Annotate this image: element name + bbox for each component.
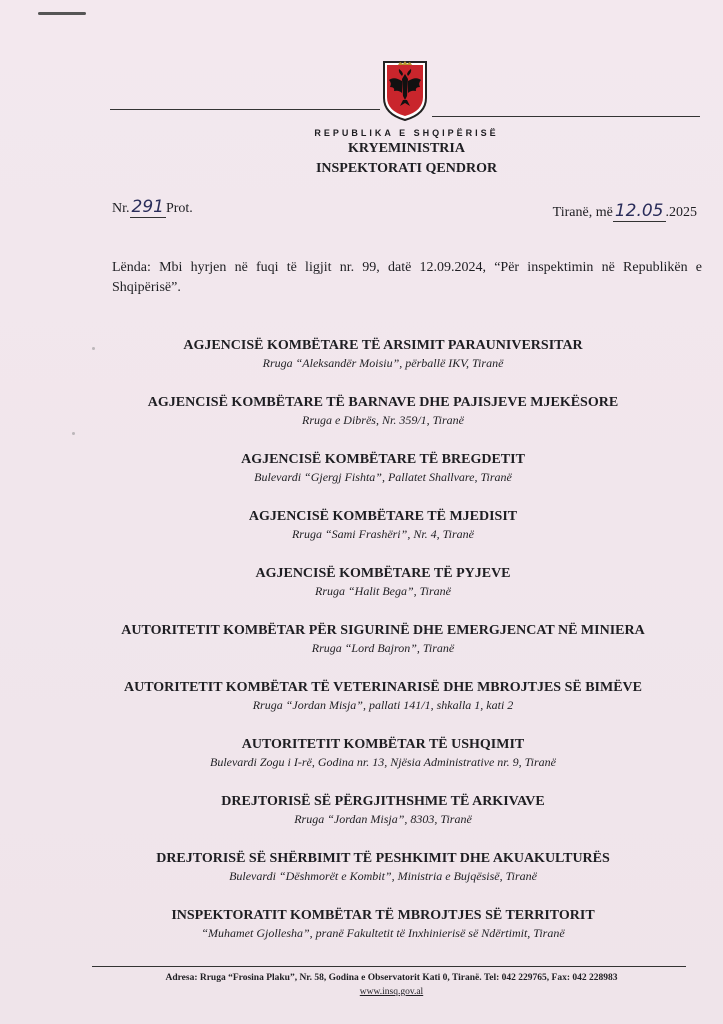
recipient-address: Bulevardi “Gjergj Fishta”, Pallatet Shallvare, Tiranë (254, 470, 512, 484)
date-suffix: .2025 (665, 205, 697, 220)
recipient-entry (60, 906, 706, 963)
letterhead-republic: REPUBLIKA E SHQIPËRISË (314, 128, 499, 138)
scan-mark (38, 12, 86, 15)
header-rule-right (432, 116, 700, 117)
recipient-address: “Muhamet Gjollesha”, pranë Fakultetit të Inxhinierisë së Ndërtimit, Tiranë (201, 926, 565, 940)
nr-handwritten-value: 291 (131, 197, 164, 217)
recipient-entry (60, 621, 706, 678)
recipient-address: Rruga “Aleksandër Moisiu”, përballë IKV, Tiranë (262, 356, 504, 370)
letterhead-ministry: KRYEMINISTRIA (348, 141, 465, 156)
recipient-name: AGJENCISË KOMBËTARE TË BREGDETIT (241, 452, 525, 467)
recipient-entry (60, 393, 706, 450)
recipient-name: AGJENCISË KOMBËTARE TË PYJEVE (255, 566, 511, 581)
recipient-entry (60, 564, 706, 621)
recipient-name: AUTORITETIT KOMBËTAR TË USHQIMIT (241, 737, 525, 752)
prot-label: Prot. (165, 201, 193, 216)
recipient-name: AGJENCISË KOMBËTARE TË BARNAVE DHE PAJISJEVE MJEKËSORE (147, 395, 619, 410)
nr-label: Nr. (112, 201, 130, 216)
footer-website-link[interactable]: www.insq.gov.al (359, 987, 424, 997)
footer-rule (92, 966, 686, 967)
recipient-name: AGJENCISË KOMBËTARE TË ARSIMIT PARAUNIVERSITAR (183, 338, 583, 353)
recipient-address: Rruga “Lord Bajron”, Tiranë (311, 641, 455, 655)
recipient-entry (60, 792, 706, 849)
albanian-eagle-emblem-icon (381, 60, 429, 122)
recipient-address: Bulevardi Zogu i I-rë, Godina nr. 13, Njësia Administrative nr. 9, Tiranë (209, 755, 556, 769)
recipient-name: AUTORITETIT KOMBËTAR PËR SIGURINË DHE EMERGJENCAT NË MINIERA (121, 623, 645, 638)
recipient-name: AGJENCISË KOMBËTARE TË MJEDISIT (248, 509, 518, 524)
protocol-number (112, 197, 193, 217)
recipient-entry (60, 507, 706, 564)
date-handwritten: 12.05 (614, 201, 664, 221)
recipient-name: AUTORITETIT KOMBËTAR TË VETERINARISË DHE MBROJTJES SË BIMËVE (123, 680, 642, 695)
recipient-address: Rruga “Halit Bega”, Tiranë (314, 584, 451, 598)
recipient-entry (60, 735, 706, 792)
recipient-address: Rruga “Jordan Misja”, 8303, Tiranë (294, 812, 472, 826)
recipient-entry (60, 450, 706, 507)
letter-date (553, 201, 697, 221)
recipient-entry (60, 849, 706, 906)
letterhead-inspectorate: INSPEKTORATI QENDROR (315, 161, 498, 176)
recipient-address: Bulevardi “Dëshmorët e Kombit”, Ministria e Bujqësisë, Tiranë (229, 869, 537, 883)
recipient-address: Rruga e Dibrës, Nr. 359/1, Tiranë (301, 413, 464, 427)
recipient-entry (60, 336, 706, 393)
recipient-name: DREJTORISË SË SHËRBIMIT TË PESHKIMIT DHE AKUAKULTURËS (156, 851, 610, 866)
recipient-entry (60, 678, 706, 735)
recipient-address: Rruga “Jordan Misja”, pallati 141/1, shkalla 1, kati 2 (252, 698, 514, 712)
recipient-address: Rruga “Sami Frashëri”, Nr. 4, Tiranë (291, 527, 475, 541)
date-prefix: Tiranë, më (552, 205, 613, 220)
header-rule-left (110, 109, 380, 110)
subject-line: Lënda: Mbi hyrjen në fuqi të ligjit nr. 99, datë 12.09.2024, “Për inspektimin në Republikën e Shqipërisë”. (112, 260, 702, 295)
recipient-name: INSPEKTORATIT KOMBËTAR TË MBROJTJES SË TERRITORIT (171, 908, 595, 923)
footer-address: Adresa: Rruga “Frosina Plaku”, Nr. 58, Godina e Observatorit Kati 0, Tiranë. Tel: 042 229765, Fax: 042 228983 (165, 973, 618, 983)
recipient-name: DREJTORISË SË PËRGJITHSHME TË ARKIVAVE (221, 794, 545, 809)
recipient-list (60, 336, 706, 963)
